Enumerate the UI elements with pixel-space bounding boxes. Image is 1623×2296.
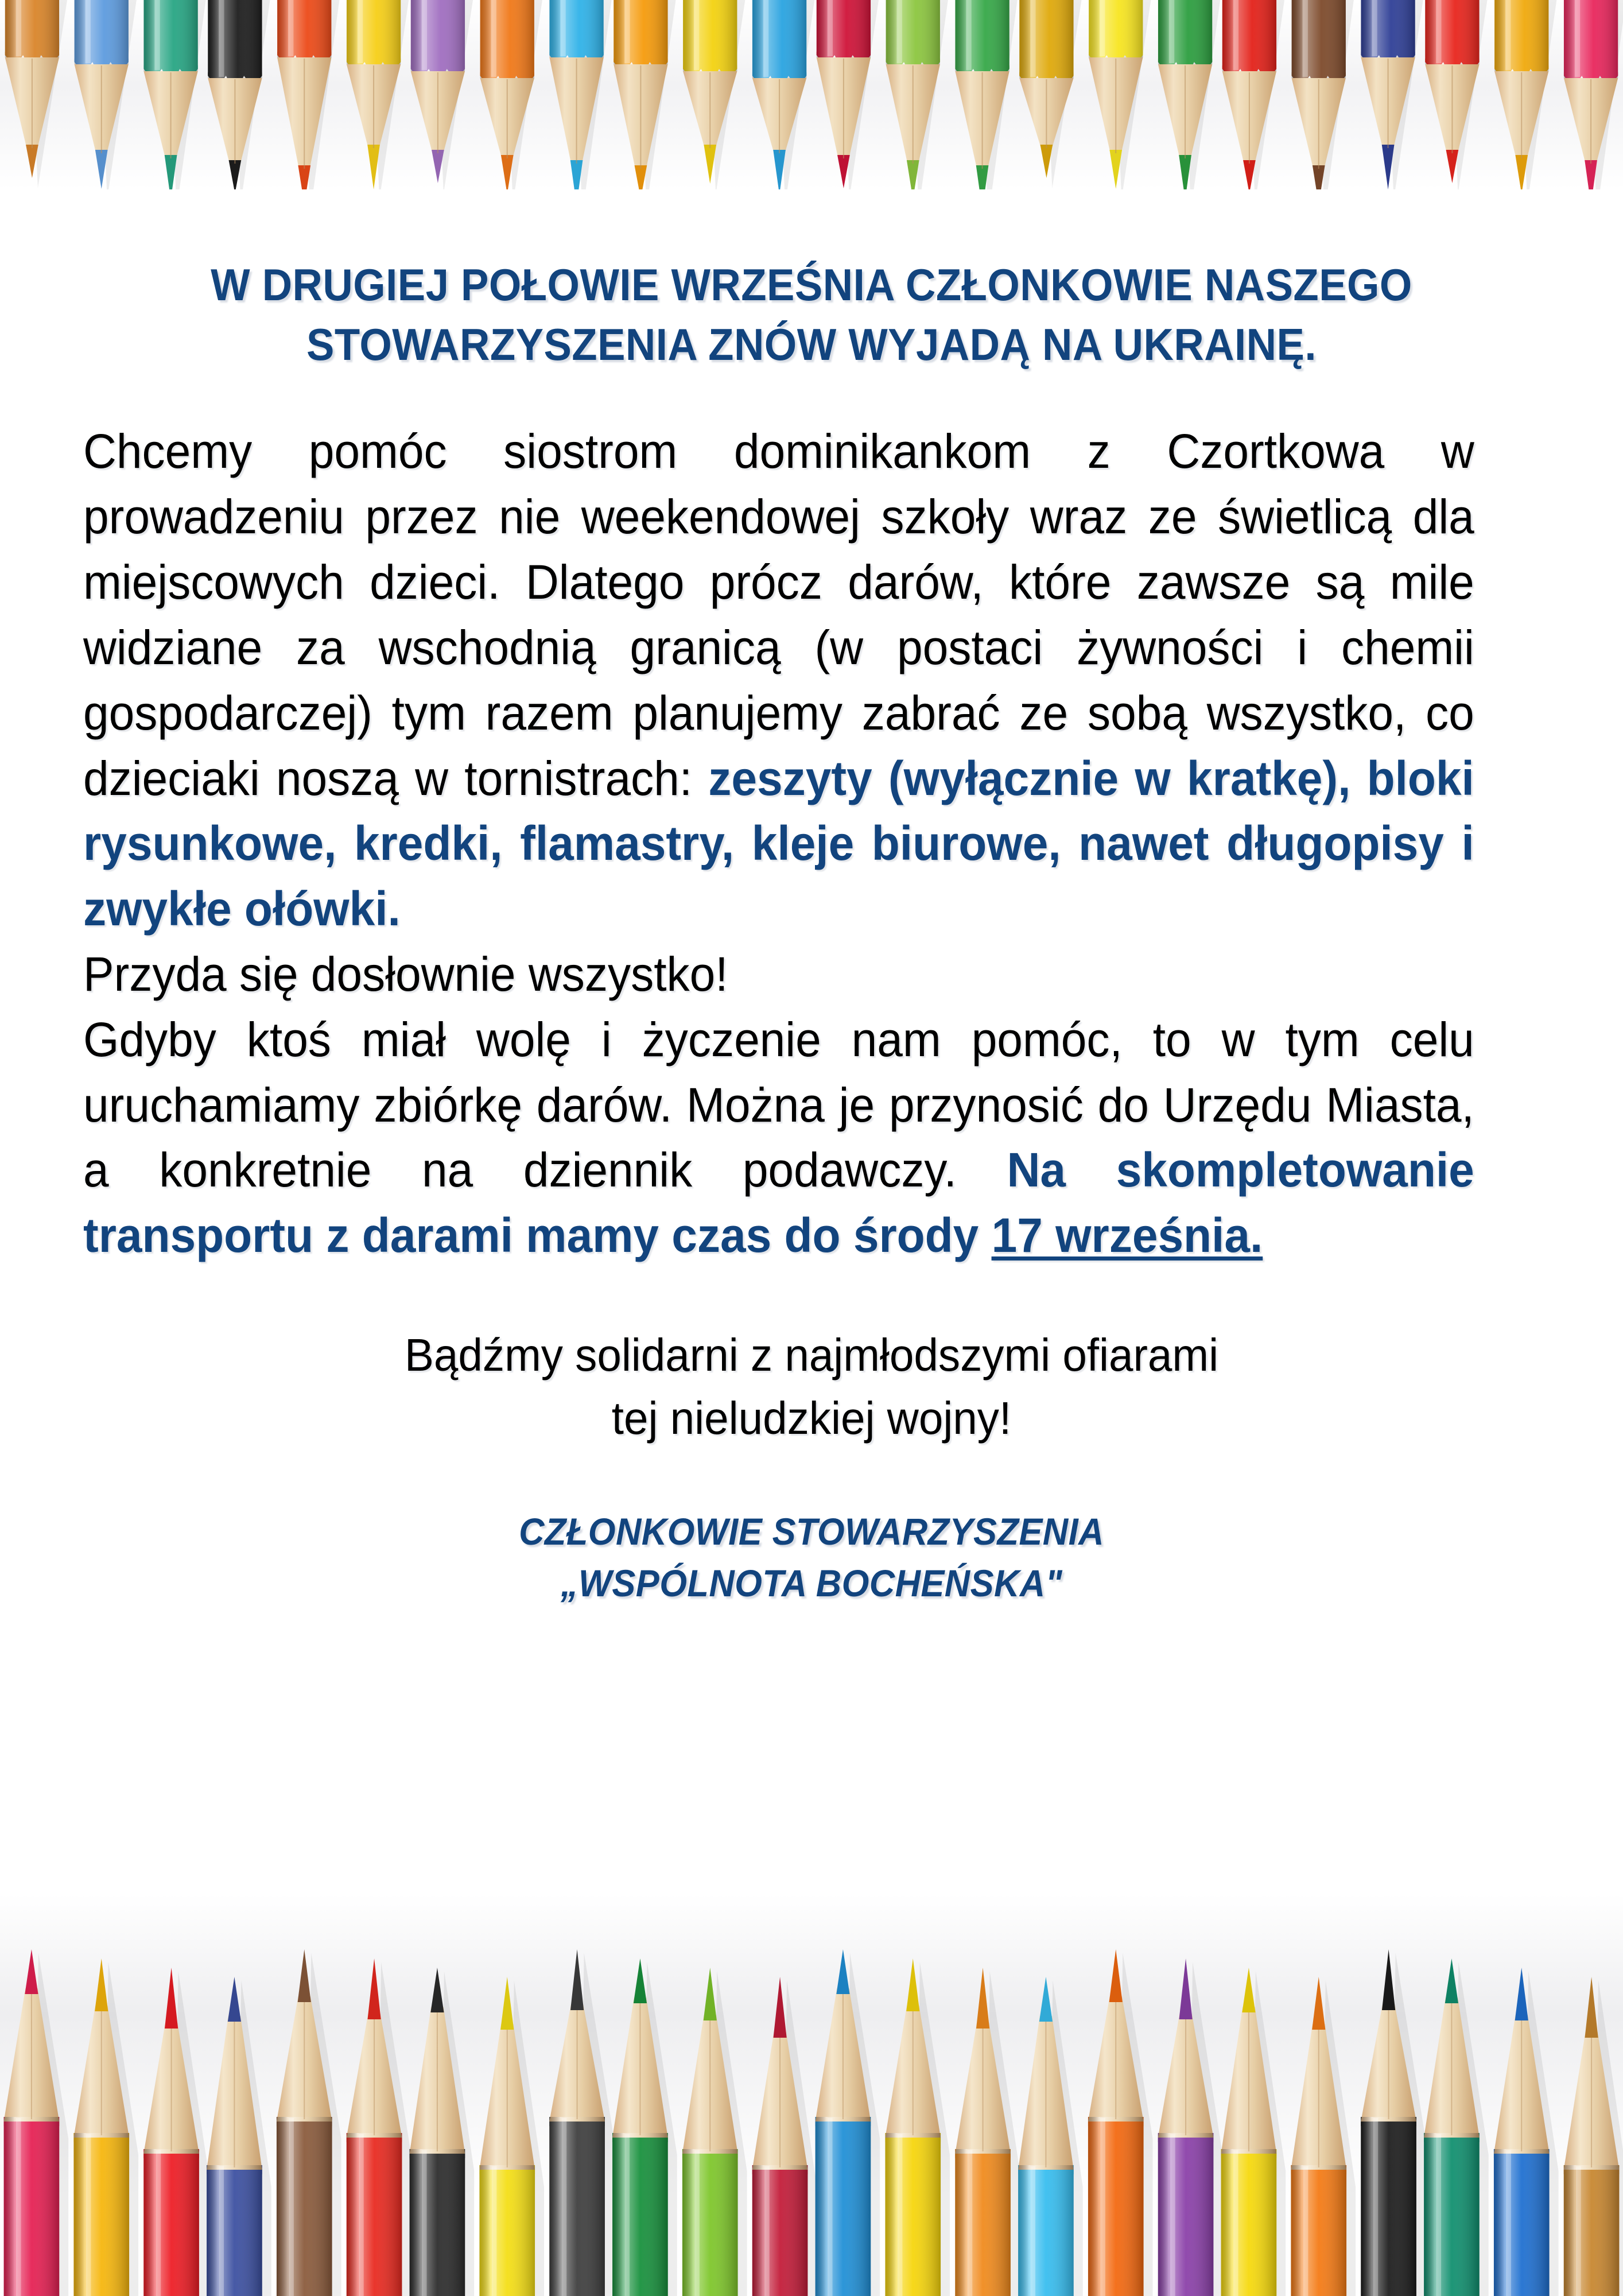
body-p1-highlight: zeszyty (wyłącznie w kratkę), bloki rysunkowe, kredki, flamastry, kleje biurowe, nawet długopisy i zwykłe ołówki. — [83, 751, 1474, 936]
headline-line-2: STOWARZYSZENIA ZNÓW WYJADĄ NA UKRAINĘ. — [306, 319, 1317, 370]
poster-content — [0, 189, 1623, 1894]
bottom-pencil-border — [0, 1894, 1623, 2296]
top-pencil-border — [0, 0, 1623, 189]
page-title — [134, 255, 1489, 374]
closing-appeal — [116, 1324, 1507, 1450]
bottom-pencils-illustration — [0, 1894, 1623, 2296]
body-p3-deadline — [992, 1208, 1263, 1262]
body-copy — [83, 419, 1474, 1269]
signature-block — [134, 1506, 1489, 1609]
body-p1-plain: Chcemy pomóc siostrom dominikankom z Czortkowa w prowadzeniu przez nie weekendowej szkoły wraz ze świetlicą dla miejscowych dzieci. Dlatego prócz darów, które zawsze są mile widziane za wschodnią granicą (w postaci żywności i chemii gospodarczej) tym razem planujemy zabrać ze sobą wszystko, co dzieciaki noszą w tornistrach: — [83, 424, 1474, 805]
signature-line-2: „WSPÓLNOTA BOCHEŃSKA" — [560, 1562, 1063, 1605]
body-paragraph-3 — [83, 1007, 1474, 1269]
headline-line-1: W DRUGIEJ POŁOWIE WRZEŚNIA CZŁONKOWIE NASZEGO — [211, 259, 1412, 310]
deadline-date: 17 września. — [991, 1208, 1263, 1263]
signature-line-1: CZŁONKOWIE STOWARZYSZENIA — [519, 1510, 1104, 1553]
body-p3-plain: Gdyby ktoś miał wolę i życzenie nam pomóc, to w tym celu uruchamiamy zbiórkę darów. Można je przynosić do Urzędu Miasta, a konkretnie na dziennik podawczy. — [83, 1012, 1474, 1197]
closing-line-2: tej nieludzkiej wojny! — [611, 1393, 1012, 1444]
body-paragraph-2: Przyda się dosłownie wszystko! — [83, 947, 728, 1001]
top-pencils-illustration — [0, 0, 1623, 189]
body-paragraph-1 — [83, 419, 1474, 942]
closing-line-1: Bądźmy solidarni z najmłodszymi ofiarami — [404, 1329, 1219, 1381]
body-p3-highlight: Na skompletowanie transportu z darami mamy czas do środy — [83, 1143, 1474, 1263]
